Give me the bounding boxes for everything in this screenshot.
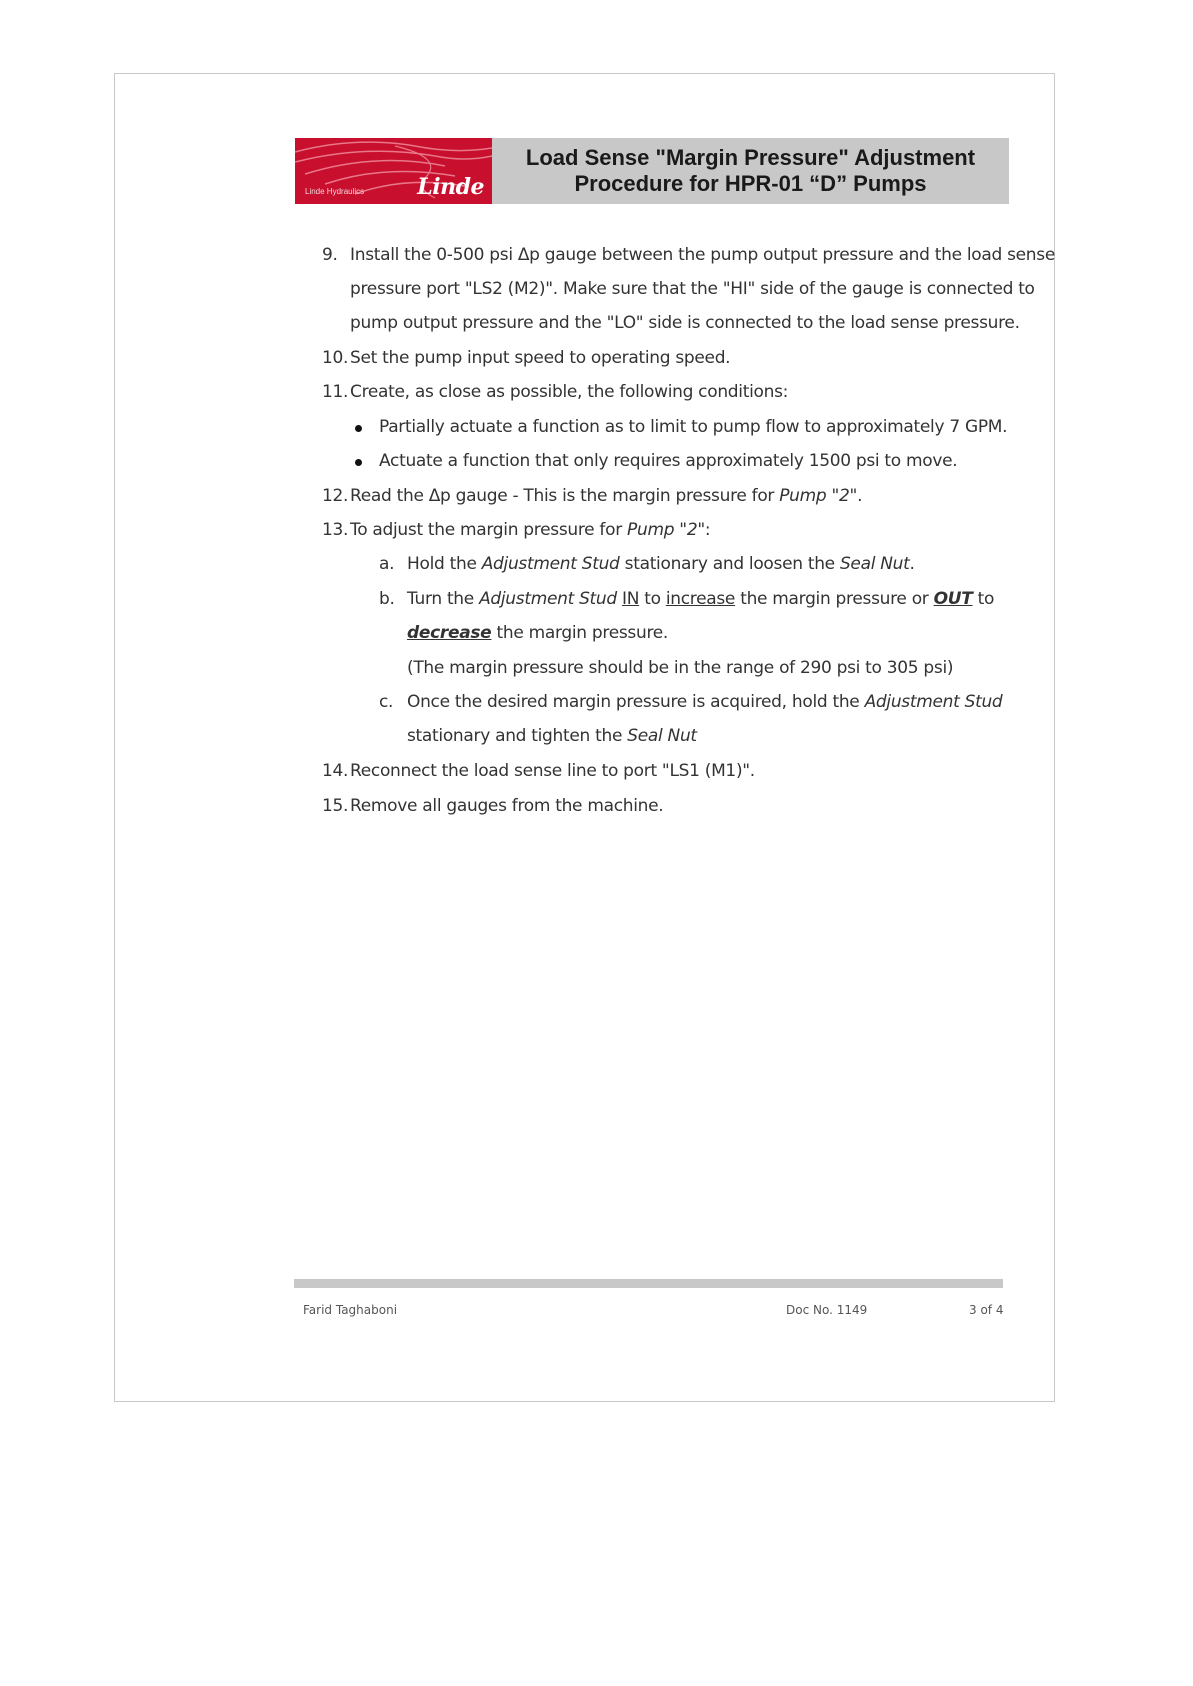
step-number: 9. [322,245,338,265]
document-title-line1: Load Sense "Margin Pressure" Adjustment [525,145,976,170]
step-text: Remove all gauges from the machine. [350,796,664,816]
seal-nut-term: Seal Nut [627,726,697,746]
step-text: Read the Δp gauge - This is the margin pressure for Pump "2". [350,486,863,506]
substep-text: Once the desired margin pressure is acquired, hold the Adjustment Stud [407,692,1003,712]
bullet-icon [355,459,362,466]
step-number: 15. [322,796,349,816]
substep-b-line2: decrease the margin pressure. [407,623,669,643]
substep-label: a. [379,554,395,574]
document-title-line2: Procedure for HPR-01 “D” Pumps [574,171,927,196]
step-number: 10. [322,348,349,368]
step-text: Reconnect the load sense line to port "LS1 (M1)". [350,761,755,781]
step-number: 11. [322,382,349,402]
step-9-line3: pump output pressure and the "LO" side is connected to the load sense pressure. [350,313,1020,333]
step-number: 14. [322,761,349,781]
adjustment-stud-term: Adjustment Stud [479,589,617,609]
out-term: OUT [933,589,973,609]
pump-name: Pump "2" [627,520,705,540]
footer-doc-number: Doc No. 1149 [786,1303,868,1317]
adjustment-stud-term: Adjustment Stud [864,692,1003,712]
footer-author: Farid Taghaboni [303,1303,398,1317]
substep-label: c. [379,692,394,712]
seal-nut-term: Seal Nut [839,554,910,574]
step-text: To adjust the margin pressure for Pump "2": [350,520,711,540]
substep-label: b. [379,589,395,609]
linde-logo [295,138,492,204]
step-number: 13. [322,520,349,540]
step-text: Set the pump input speed to operating speed. [350,348,731,368]
step-text: Install the 0-500 psi Δp gauge between the pump output pressure and the load sense [350,245,1055,265]
substep-text: Hold the Adjustment Stud stationary and loosen the Seal Nut. [407,554,915,574]
step-text: Create, as close as possible, the following conditions: [350,382,789,402]
pump-name: Pump "2" [779,486,858,506]
substep-c-line2: stationary and tighten the Seal Nut [407,726,697,746]
substep-text: Turn the Adjustment Stud IN to increase the margin pressure or OUT to [407,589,995,609]
step-9-line2: pressure port "LS2 (M2)". Make sure that the "HI" side of the gauge is connected to [350,279,1035,299]
bullet-text: Actuate a function that only requires approximately 1500 psi to move. [379,451,958,471]
document-header [295,138,1009,204]
adjustment-stud-term: Adjustment Stud [481,554,620,574]
in-term: IN [622,589,640,609]
logo-brand-text: Linde [417,174,484,200]
logo-caption: Linde Hydraulics [305,187,365,196]
step-number: 12. [322,486,349,506]
bullet-text: Partially actuate a function as to limit to pump flow to approximately 7 GPM. [379,417,1008,437]
title-box [492,138,1009,204]
footer-divider [294,1279,1003,1288]
footer-page-number: 3 of 4 [969,1303,1004,1317]
bullet-icon [355,425,362,432]
margin-range-note: (The margin pressure should be in the range of 290 psi to 305 psi) [407,658,954,678]
increase-term: increase [665,589,736,609]
decrease-term: decrease [407,623,492,643]
